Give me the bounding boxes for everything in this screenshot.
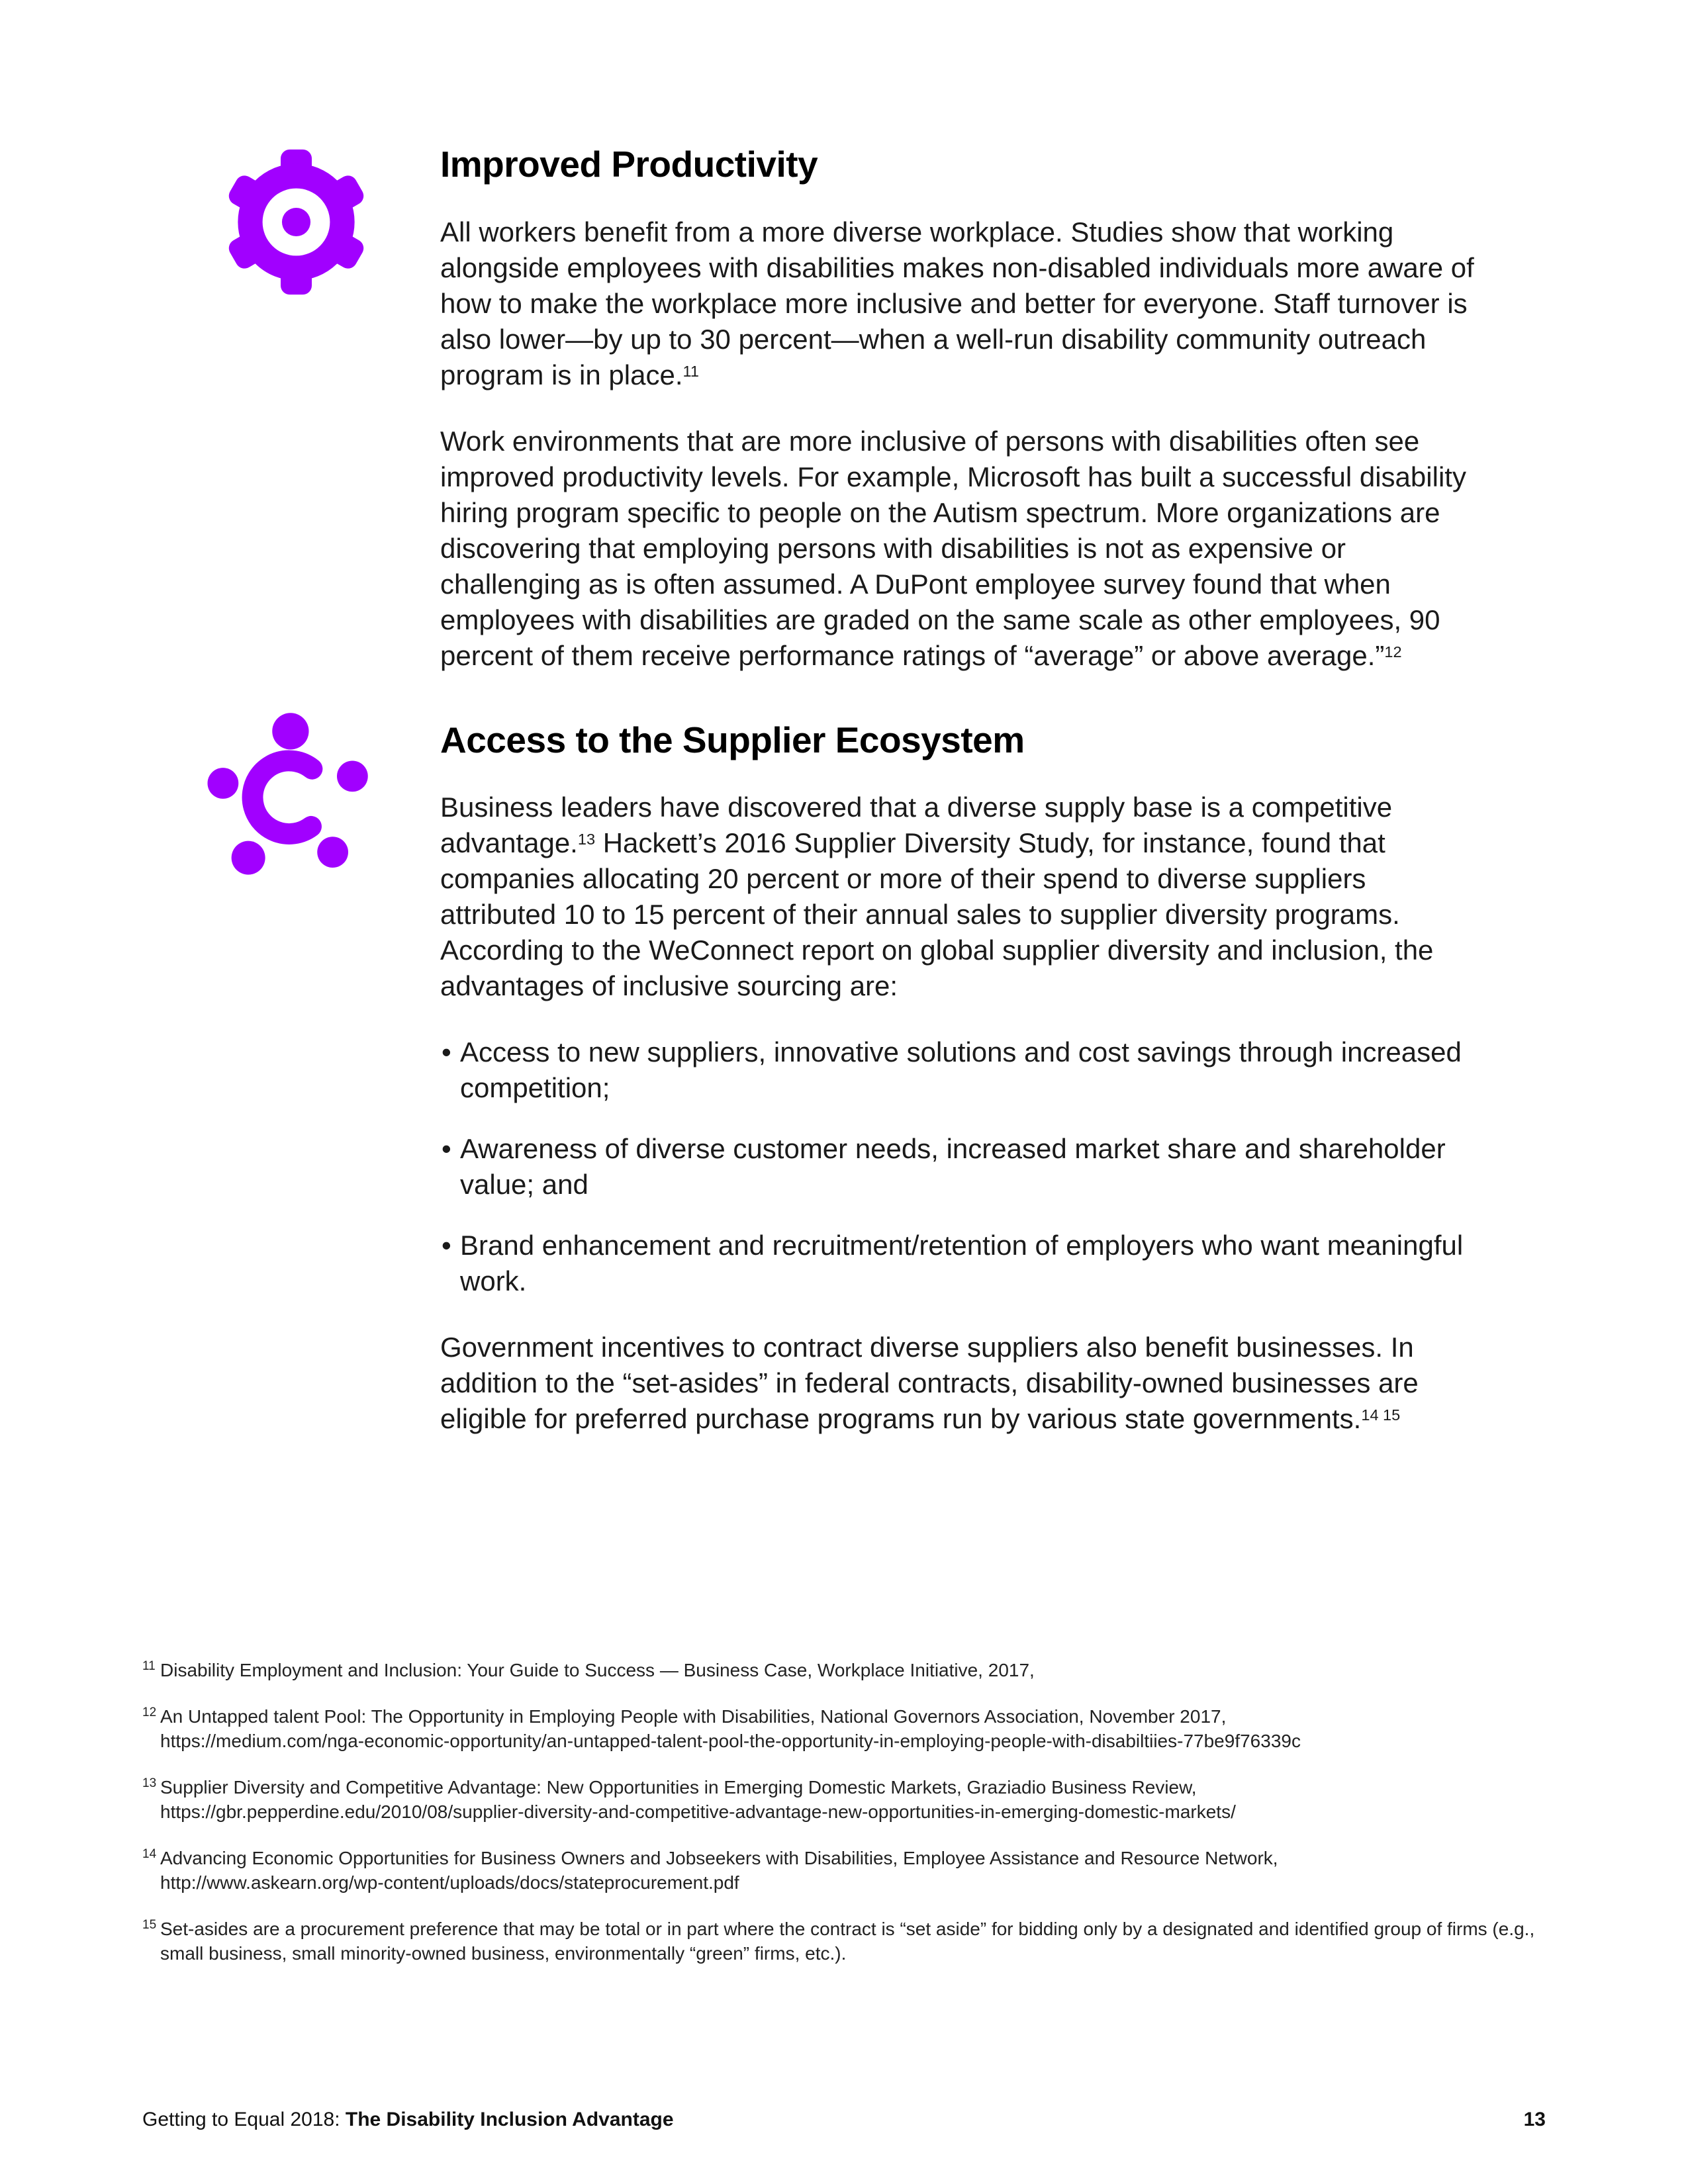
page-number: 13 bbox=[1523, 2109, 1546, 2130]
paragraph: Government incentives to contract diverse suppliers also benefit businesses. In addition to the “set-asides” in federal contracts, disability-owned businesses are eligible for preferred purchase programs run by various state governments.$^{14 15}$ bbox=[440, 1332, 1419, 1435]
footnote-url: http://www.askearn.org/wp-content/uploads/docs/stateprocurement.pdf bbox=[160, 1872, 739, 1893]
list-item: • Brand enhancement and recruitment/retention of employers who want meaningful work. bbox=[440, 1228, 1479, 1299]
footnote-text: Supplier Diversity and Competitive Advantage: New Opportunities in Emerging Domestic Markets, Graziadio Business Review, bbox=[160, 1777, 1197, 1797]
page-footer bbox=[142, 2109, 1546, 2131]
footnote-text: Advancing Economic Opportunities for Business Owners and Jobseekers with Disabilities, Employee Assistance and Resource Network, bbox=[160, 1848, 1278, 1868]
footnote bbox=[142, 1658, 1546, 1682]
section-supplier-ecosystem bbox=[218, 720, 1479, 1437]
footnote-number: 11 bbox=[142, 1659, 156, 1673]
section-heading: Access to the Supplier Ecosystem bbox=[440, 719, 1025, 760]
paragraph: Business leaders have discovered that a diverse supply base is a competitive advantage.$^{13}$ Hackett’s 2016 Supplier Diversity Study, for instance, found that companies allocating 20 percent or more of their spend to diverse suppliers attributed 10 to 15 percent of their annual sales to supplier diversity programs. According to the WeConnect report on global supplier diversity and inclusion, the advantages of inclusive sourcing are: bbox=[440, 792, 1434, 1002]
section-heading: Improved Productivity bbox=[440, 144, 818, 185]
footnote-number: 12 bbox=[142, 1706, 157, 1719]
section-icon-column bbox=[218, 720, 440, 879]
paragraph: All workers benefit from a more diverse workplace. Studies show that working alongside employees with disabilities makes non-disabled individuals more aware of how to make the workplace more inclusive and better for everyone. Staff turnover is also lower—by up to 30 percent—when a well-run disability community outreach program is in place.$^{11}$ bbox=[440, 216, 1474, 390]
footnote-number: 15 bbox=[142, 1918, 157, 1932]
network-icon bbox=[202, 710, 371, 879]
footnote-number: 14 bbox=[142, 1847, 157, 1861]
footer-title-regular: Getting to Equal 2018: bbox=[142, 2109, 346, 2130]
paragraph: Work environments that are more inclusive of persons with disabilities often see improved productivity levels. For example, Microsoft has built a successful disability hiring program specific to people on the Autism spectrum. More organizations are discovering that employing persons with disabilities is not as expensive or challenging as is often assumed. A DuPont employee survey found that when employees with disabilities are graded on the same scale as other employees, 90 percent of them receive performance ratings of “average” or above average.”$^{12}$ bbox=[440, 425, 1466, 671]
footnote-text: Disability Employment and Inclusion: Your Guide to Success — Business Case, Workplace Initiative, 2017, bbox=[160, 1660, 1035, 1680]
list-item: • Access to new suppliers, innovative solutions and cost savings through increased competition; bbox=[440, 1034, 1479, 1106]
footnote bbox=[142, 1846, 1546, 1895]
footnote-url: https://medium.com/nga-economic-opportunity/an-untapped-talent-pool-the-opportunity-in-employing-people-with-disabiltiies-77be9f76339c bbox=[160, 1731, 1301, 1751]
section-text-column bbox=[440, 144, 1479, 674]
footer-report-title bbox=[142, 2109, 674, 2131]
section-icon-column bbox=[218, 144, 440, 300]
gear-icon bbox=[218, 144, 374, 300]
footnotes bbox=[142, 1658, 1546, 1987]
footnote bbox=[142, 1704, 1546, 1753]
footnote-text: An Untapped talent Pool: The Opportunity in Employing People with Disabilities, National Governors Association, November 2017, bbox=[160, 1706, 1227, 1727]
footer-title-bold: The Disability Inclusion Advantage bbox=[345, 2109, 674, 2130]
footnote-number: 13 bbox=[142, 1776, 157, 1790]
footnote bbox=[142, 1917, 1546, 1966]
page-content bbox=[218, 144, 1479, 1437]
section-improved-productivity bbox=[218, 144, 1479, 674]
footnote bbox=[142, 1775, 1546, 1824]
section-text-column bbox=[440, 720, 1479, 1437]
list-item: • Awareness of diverse customer needs, increased market share and shareholder value; and bbox=[440, 1131, 1479, 1203]
footnote-url: https://gbr.pepperdine.edu/2010/08/supplier-diversity-and-competitive-advantage-new-opportunities-in-emerging-domestic-markets/ bbox=[160, 1801, 1236, 1822]
advantages-bullet-list bbox=[440, 1034, 1479, 1299]
footnote-text: Set-asides are a procurement preference that may be total or in part where the contract is “set aside” for bidding only by a designated and identified group of firms (e.g., small business, small minority-owned business, environmentally “green” firms, etc.). bbox=[160, 1919, 1535, 1964]
